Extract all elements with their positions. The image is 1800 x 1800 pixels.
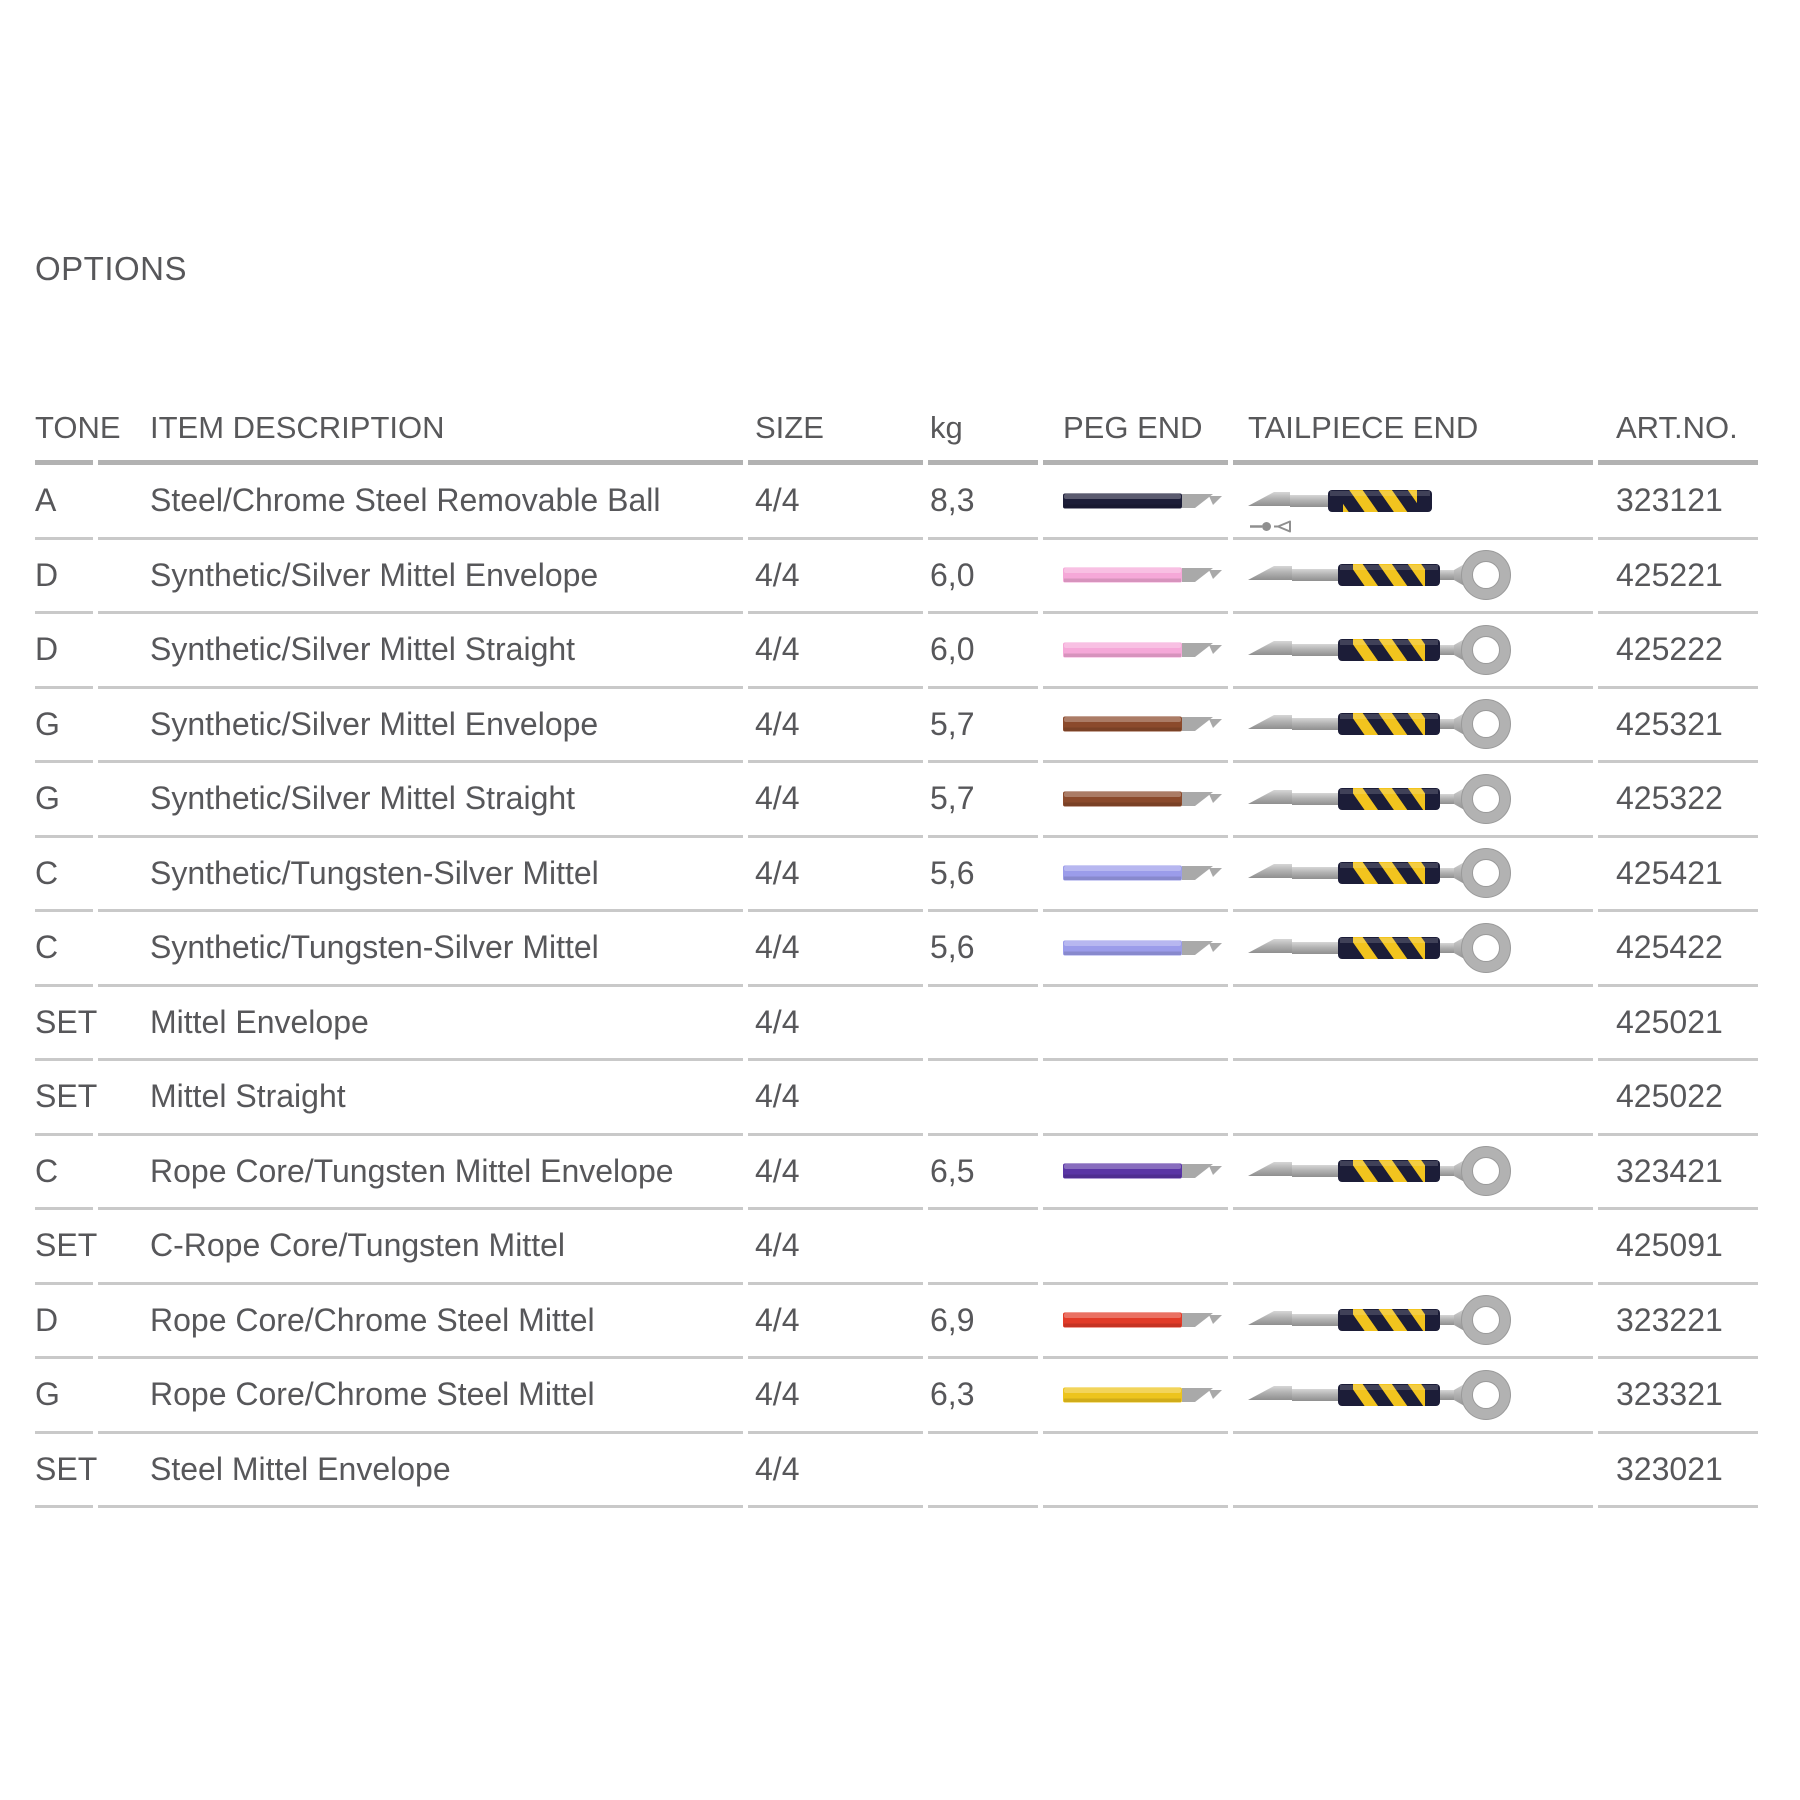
description-cell: Mittel Envelope [98, 987, 743, 1062]
tailpiece-end-cell [1233, 838, 1593, 913]
description-cell: Synthetic/Tungsten-Silver Mittel [98, 912, 743, 987]
description-cell: Synthetic/Silver Mittel Straight [98, 763, 743, 838]
tailpiece-loop-icon [1248, 545, 1512, 605]
tone-cell: C [35, 1136, 93, 1211]
kg-cell: 6,3 [928, 1359, 1038, 1434]
peg-end-icon [1063, 489, 1223, 513]
kg-cell: 6,0 [928, 614, 1038, 689]
artno-cell: 425222 [1598, 614, 1758, 689]
description-cell: C-Rope Core/Tungsten Mittel [98, 1210, 743, 1285]
tailpiece-loop-icon [1248, 918, 1512, 978]
tailpiece-end-cell [1233, 1210, 1593, 1285]
tailpiece-end-cell [1233, 1136, 1593, 1211]
kg-cell: 5,7 [928, 763, 1038, 838]
tailpiece-end-cell [1233, 1359, 1593, 1434]
peg-end-cell [1043, 763, 1228, 838]
tailpiece-loop-icon [1248, 620, 1512, 680]
table-row [35, 1136, 1758, 1211]
table-row [35, 465, 1758, 540]
header-art-no: ART.NO. [1598, 392, 1758, 465]
tone-cell: G [35, 689, 93, 764]
description-cell: Steel Mittel Envelope [98, 1434, 743, 1509]
description-cell: Steel/Chrome Steel Removable Ball [98, 465, 743, 540]
peg-end-cell [1043, 1136, 1228, 1211]
tailpiece-loop-icon [1248, 769, 1512, 829]
artno-cell: 323321 [1598, 1359, 1758, 1434]
tailpiece-end-cell [1233, 540, 1593, 615]
table-row [35, 838, 1758, 913]
size-cell: 4/4 [748, 838, 923, 913]
options-table [35, 392, 1758, 1508]
tailpiece-end-cell [1233, 987, 1593, 1062]
size-cell: 4/4 [748, 465, 923, 540]
size-cell: 4/4 [748, 1434, 923, 1509]
tailpiece-loop-icon [1248, 694, 1512, 754]
kg-cell [928, 1210, 1038, 1285]
description-cell: Mittel Straight [98, 1061, 743, 1136]
tailpiece-end-cell [1233, 614, 1593, 689]
header-peg-end: PEG END [1043, 392, 1228, 465]
tone-cell: C [35, 912, 93, 987]
tailpiece-end-cell [1233, 465, 1593, 540]
artno-cell: 425021 [1598, 987, 1758, 1062]
peg-end-icon [1063, 1383, 1223, 1407]
peg-end-cell [1043, 540, 1228, 615]
table-row [35, 912, 1758, 987]
size-cell: 4/4 [748, 912, 923, 987]
tone-cell: SET [35, 987, 93, 1062]
header-tone: TONE [35, 392, 93, 465]
header-kg: kg [928, 392, 1038, 465]
table-row [35, 689, 1758, 764]
table-row [35, 614, 1758, 689]
peg-end-cell [1043, 912, 1228, 987]
artno-cell: 425321 [1598, 689, 1758, 764]
kg-cell: 6,5 [928, 1136, 1038, 1211]
description-cell: Synthetic/Silver Mittel Envelope [98, 540, 743, 615]
kg-cell: 5,7 [928, 689, 1038, 764]
artno-cell: 323221 [1598, 1285, 1758, 1360]
tailpiece-loop-icon [1248, 843, 1512, 903]
kg-cell: 5,6 [928, 838, 1038, 913]
peg-end-cell [1043, 1359, 1228, 1434]
peg-end-cell [1043, 1210, 1228, 1285]
table-row [35, 540, 1758, 615]
peg-end-icon [1063, 1308, 1223, 1332]
tone-cell: C [35, 838, 93, 913]
table-row [35, 1285, 1758, 1360]
table-row [35, 1061, 1758, 1136]
tailpiece-end-cell [1233, 1061, 1593, 1136]
peg-end-icon [1063, 936, 1223, 960]
artno-cell: 425422 [1598, 912, 1758, 987]
table-row [35, 763, 1758, 838]
header-size: SIZE [748, 392, 923, 465]
tailpiece-end-cell [1233, 1434, 1593, 1509]
peg-end-cell [1043, 465, 1228, 540]
peg-end-icon [1063, 563, 1223, 587]
tone-cell: D [35, 1285, 93, 1360]
tailpiece-end-cell [1233, 689, 1593, 764]
kg-cell: 8,3 [928, 465, 1038, 540]
peg-end-icon [1063, 787, 1223, 811]
tone-cell: G [35, 1359, 93, 1434]
peg-end-cell [1043, 1434, 1228, 1509]
artno-cell: 425421 [1598, 838, 1758, 913]
tone-cell: A [35, 465, 93, 540]
peg-end-icon [1063, 638, 1223, 662]
tone-cell: SET [35, 1434, 93, 1509]
peg-end-cell [1043, 614, 1228, 689]
table-body [35, 465, 1758, 1508]
header-tailpiece-end: TAILPIECE END [1233, 392, 1593, 465]
table-row [35, 1359, 1758, 1434]
kg-cell [928, 1061, 1038, 1136]
kg-cell: 5,6 [928, 912, 1038, 987]
table-row [35, 1434, 1758, 1509]
size-cell: 4/4 [748, 987, 923, 1062]
artno-cell: 425221 [1598, 540, 1758, 615]
artno-cell: 425022 [1598, 1061, 1758, 1136]
table-row [35, 1210, 1758, 1285]
tailpiece-loop-icon [1248, 1141, 1512, 1201]
peg-end-cell [1043, 987, 1228, 1062]
tone-cell: D [35, 540, 93, 615]
kg-cell [928, 987, 1038, 1062]
peg-end-icon [1063, 1159, 1223, 1183]
kg-cell [928, 1434, 1038, 1509]
kg-cell: 6,9 [928, 1285, 1038, 1360]
tone-cell: G [35, 763, 93, 838]
description-cell: Synthetic/Silver Mittel Envelope [98, 689, 743, 764]
table-row [35, 987, 1758, 1062]
peg-end-cell [1043, 838, 1228, 913]
artno-cell: 425091 [1598, 1210, 1758, 1285]
tailpiece-end-cell [1233, 912, 1593, 987]
tailpiece-loop-icon [1248, 1290, 1512, 1350]
artno-cell: 425322 [1598, 763, 1758, 838]
size-cell: 4/4 [748, 540, 923, 615]
size-cell: 4/4 [748, 1285, 923, 1360]
description-cell: Synthetic/Silver Mittel Straight [98, 614, 743, 689]
size-cell: 4/4 [748, 1136, 923, 1211]
size-cell: 4/4 [748, 1359, 923, 1434]
description-cell: Rope Core/Chrome Steel Mittel [98, 1285, 743, 1360]
peg-end-cell [1043, 1285, 1228, 1360]
removable-ball-mini-icon [1248, 518, 1294, 535]
peg-end-icon [1063, 861, 1223, 885]
tailpiece-end-cell [1233, 1285, 1593, 1360]
size-cell: 4/4 [748, 1210, 923, 1285]
size-cell: 4/4 [748, 763, 923, 838]
description-cell: Rope Core/Chrome Steel Mittel [98, 1359, 743, 1434]
artno-cell: 323121 [1598, 465, 1758, 540]
size-cell: 4/4 [748, 614, 923, 689]
page-title: OPTIONS [35, 250, 188, 287]
tailpiece-end-cell [1233, 763, 1593, 838]
size-cell: 4/4 [748, 1061, 923, 1136]
tailpiece-loop-icon [1248, 1365, 1512, 1425]
peg-end-icon [1063, 712, 1223, 736]
description-cell: Synthetic/Tungsten-Silver Mittel [98, 838, 743, 913]
tone-cell: D [35, 614, 93, 689]
artno-cell: 323421 [1598, 1136, 1758, 1211]
artno-cell: 323021 [1598, 1434, 1758, 1509]
header-description: ITEM DESCRIPTION [98, 392, 743, 465]
tone-cell: SET [35, 1210, 93, 1285]
kg-cell: 6,0 [928, 540, 1038, 615]
tone-cell: SET [35, 1061, 93, 1136]
table-header-row [35, 392, 1758, 465]
peg-end-cell [1043, 689, 1228, 764]
size-cell: 4/4 [748, 689, 923, 764]
description-cell: Rope Core/Tungsten Mittel Envelope [98, 1136, 743, 1211]
peg-end-cell [1043, 1061, 1228, 1136]
